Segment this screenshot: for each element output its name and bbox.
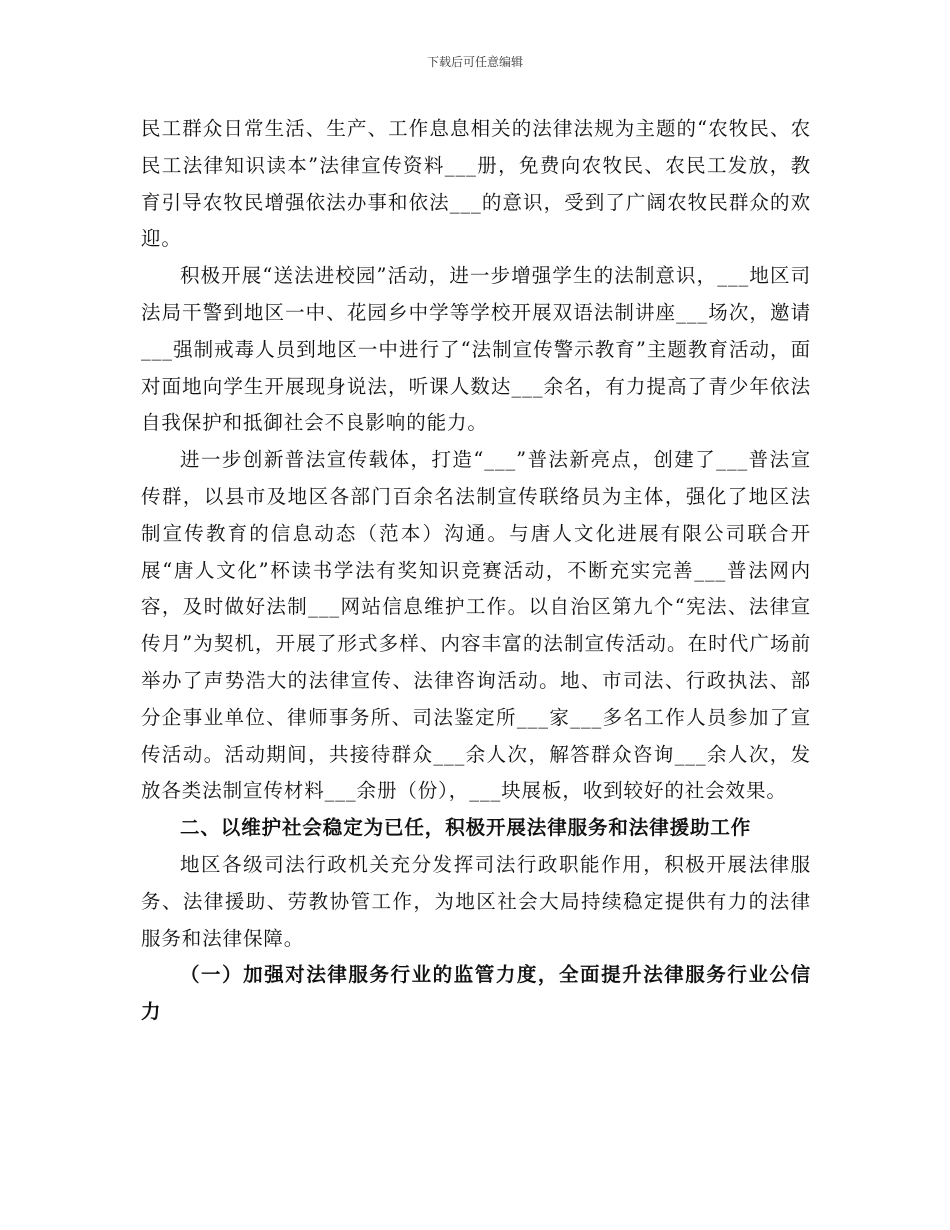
page-header: 下载后可任意编辑	[426, 55, 523, 69]
section-heading-two: 二、以维护社会稳定为已任，积极开展法律服务和法律援助工作	[180, 816, 752, 840]
paragraph-continued: 民工群众日常生活、生产、工作息息相关的法律法规为主题的“农牧民、农民工法律知识读本”法律宣传资料___册，免费向农牧民、农民工发放，教育引导农牧民增强依法办事和依法___的意识，受到了广阔农牧民群众的欢迎。	[141, 117, 811, 251]
paragraph-publicity-innovation: 进一步创新普法宣传载体，打造“___”普法新亮点，创建了___普法宣传群，以县市及地区各部门百余名法制宣传联络员为主体，强化了地区法制宣传教育的信息动态（范本）沟通。与唐人文化进展有限公司联合开展“唐人文化”杯读书学法有奖知识竞赛活动，不断充实完善___普法网内容，及时做好法制___网站信息维护工作。以自治区第九个“宪法、法律宣传月”为契机，开展了形式多样、内容丰富的法制宣传活动。在时代广场前举办了声势浩大的法律宣传、法律咨询活动。地、市司法、行政执法、部分企事业单位、律师事务所、司法鉴定所___家___多名工作人员参加了宣传活动。活动期间，共接待群众___余人次，解答群众咨询___余人次，发放各类法制宣传材料___余册（份），___块展板，收到较好的社会效果。	[141, 448, 811, 803]
subsection-heading-one: （一）加强对法律服务行业的监管力度，全面提升法律服务行业公信力	[141, 963, 811, 1024]
paragraph-legal-service: 地区各级司法行政机关充分发挥司法行政职能作用，积极开展法律服务、法律援助、劳教协管工作，为地区社会大局持续稳定提供有力的法律服务和法律保障。	[141, 852, 811, 950]
document-body	[141, 111, 811, 1031]
paragraph-campus-activity: 积极开展“送法进校园”活动，进一步增强学生的法制意识，___地区司法局干警到地区一中、花园乡中学等学校开展双语法制讲座___场次，邀请___强制戒毒人员到地区一中进行了“法制宣传警示教育”主题教育活动，面对面地向学生开展现身说法，听课人数达___余名，有力提高了青少年依法自我保护和抵御社会不良影响的能力。	[141, 264, 811, 435]
